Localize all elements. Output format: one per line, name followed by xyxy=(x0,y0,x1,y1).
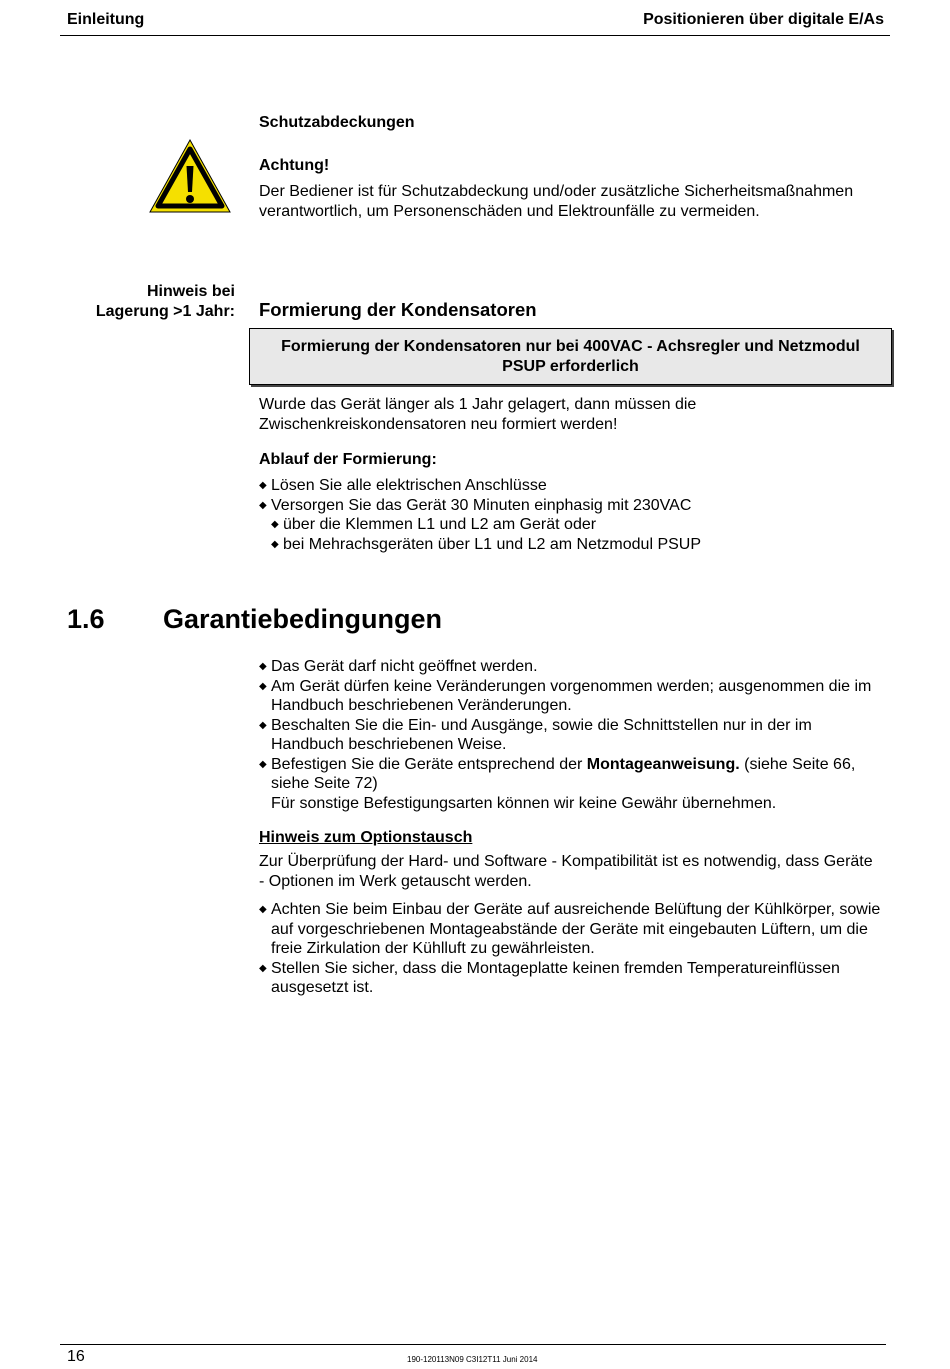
list-item-text xyxy=(271,755,884,814)
page-number: 16 xyxy=(67,1348,85,1365)
footer-divider xyxy=(60,1344,886,1345)
warranty-list xyxy=(259,657,884,813)
side-note-line: Lagerung >1 Jahr: xyxy=(95,302,235,320)
header-divider xyxy=(60,35,890,36)
list-item-text: Beschalten Sie die Ein- und Ausgänge, sowie die Schnittstellen nur in der im Handbuch beschriebenen Weise. xyxy=(271,716,812,753)
list-item xyxy=(259,677,884,716)
list-item xyxy=(259,959,884,998)
warning-body: Der Bediener ist für Schutzabdeckung und/oder zusätzliche Sicherheitsmaßnahmen verantwortlich, um Personenschäden und Elektrounfälle zu vermeiden. xyxy=(259,183,854,220)
list-item xyxy=(259,755,884,814)
list-item-text: Stellen Sie sicher, dass die Montageplatte keinen fremden Temperatureinflüssen ausgesetzt ist. xyxy=(271,959,840,996)
diamond-bullet-icon: ◆ xyxy=(259,962,267,974)
installation-list xyxy=(259,900,884,998)
diamond-bullet-icon: ◆ xyxy=(271,538,279,550)
list-item xyxy=(259,657,884,677)
header-chapter: Einleitung xyxy=(67,11,145,28)
list-subitem xyxy=(259,515,889,535)
procedure-list xyxy=(259,476,889,554)
storage-heading: Formierung der Kondensatoren xyxy=(259,299,537,320)
list-item-text: Lösen Sie alle elektrischen Anschlüsse xyxy=(271,477,547,494)
diamond-bullet-icon: ◆ xyxy=(259,661,267,672)
side-note-line: Hinweis bei xyxy=(146,283,235,300)
page-references: (siehe Seite 66, siehe Seite 72) xyxy=(271,755,856,792)
list-item xyxy=(259,900,884,959)
diamond-bullet-icon: ◆ xyxy=(259,480,267,491)
list-item-text: über die Klemmen L1 und L2 am Gerät oder xyxy=(283,516,597,533)
diamond-bullet-icon: ◆ xyxy=(271,519,279,530)
warning-title: Schutzabdeckungen xyxy=(259,114,415,131)
section-number: 1.6 xyxy=(67,604,105,634)
list-item-text: Am Gerät dürfen keine Veränderungen vorgenommen werden; ausgenommen die im Handbuch beschriebenen Veränderungen. xyxy=(271,677,872,714)
diamond-bullet-icon: ◆ xyxy=(259,680,267,692)
mount-note: Für sonstige Befestigungsarten können wir keine Gewähr übernehmen. xyxy=(271,794,777,812)
list-item xyxy=(259,496,889,516)
mount-reference-link[interactable]: Montageanweisung. xyxy=(586,755,740,773)
list-item-text: Versorgen Sie das Gerät 30 Minuten einphasig mit 230VAC xyxy=(271,496,692,514)
option-heading: Hinweis zum Optionstausch xyxy=(259,829,473,846)
diamond-bullet-icon: ◆ xyxy=(259,719,267,731)
list-item-text: bei Mehrachsgeräten über L1 und L2 am Netzmodul PSUP xyxy=(283,535,702,553)
header-topic: Positionieren über digitale E/As xyxy=(643,11,884,28)
list-item-text: Das Gerät darf nicht geöffnet werden. xyxy=(271,658,538,675)
diamond-bullet-icon: ◆ xyxy=(259,904,267,915)
procedure-heading: Ablauf der Formierung: xyxy=(259,451,437,468)
list-item xyxy=(259,476,889,496)
diamond-bullet-icon: ◆ xyxy=(259,758,267,770)
storage-paragraph: Wurde das Gerät länger als 1 Jahr gelagert, dann müssen die Zwischenkreiskondensatoren neu formiert werden! xyxy=(259,396,697,433)
document-code: 190-120113N09 C3I12T11 Juni 2014 xyxy=(407,1355,538,1364)
list-subitem xyxy=(259,535,889,555)
storage-side-note xyxy=(60,282,235,321)
warning-triangle-icon xyxy=(148,138,232,214)
section-title: Garantiebedingungen xyxy=(163,604,443,634)
diamond-bullet-icon: ◆ xyxy=(259,499,267,511)
warning-label: Achtung! xyxy=(259,157,330,174)
option-paragraph: Zur Überprüfung der Hard- und Software - Kompatibilität ist es notwendig, dass Geräte - Optionen im Werk getauscht werden. xyxy=(259,853,873,890)
mount-text: Befestigen Sie die Geräte entsprechend der xyxy=(271,755,587,773)
storage-callout-box xyxy=(249,328,892,385)
list-item-text: Achten Sie beim Einbau der Geräte auf ausreichende Belüftung der Kühlkörper, sowie auf vorgeschriebenen Montageabstände der Geräte mit eingebauten Lüftern, um die freie Zirkulation der Kühlluft zu gewährleisten. xyxy=(271,901,881,957)
callout-text: Formierung der Kondensatoren nur bei 400VAC - Achsregler und Netzmodul PSUP erforderlich xyxy=(281,337,860,375)
list-item xyxy=(259,716,884,755)
